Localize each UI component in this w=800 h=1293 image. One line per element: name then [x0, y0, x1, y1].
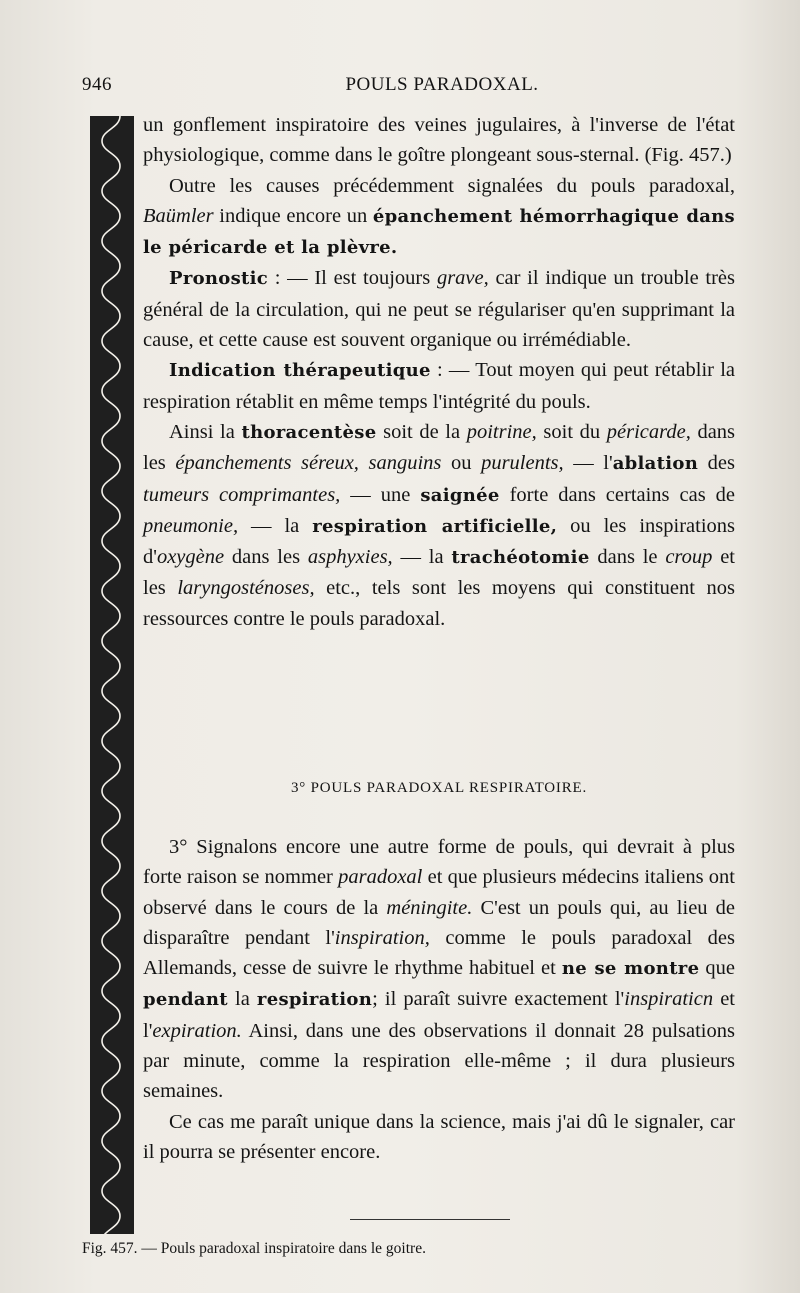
paragraph: Ainsi la thoracentèse soit de la poitrine, soit du péricarde, dans les épanchements séreux, sanguins ou purulents, — l'ablation des tumeurs comprimantes, — une saignée forte dans certains cas de pneumonie, — la respiration artificielle, ou les inspirations d'oxygène dans les asphyxies, — la trachéotomie dans le croup et les laryngosténoses, etc., tels sont les moyens qui constituent nos ressources contre le pouls paradoxal. [143, 420, 736, 630]
paragraph: un gonflement inspiratoire des veines jugulaires, à l'inverse de l'état physiologique, comme dans le goître plongeant sous-sternal. (Fig. 457.) [143, 114, 735, 167]
main-text-lower [143, 832, 735, 1167]
page-number: 946 [82, 74, 112, 95]
paragraph: Pronostic : — Il est toujours grave, car il indique un trouble très général de la circulation, qui ne peut se régulariser qu'en supprimant la cause, et cette cause est souvent organique ou irrémédiable. [143, 267, 735, 352]
paragraph: 3° Signalons encore une autre forme de pouls, qui devrait à plus forte raison se nommer paradoxal et que plusieurs médecins italiens ont observé dans le cours de la méningite. C'est un pouls qui, au lieu de disparaître pendant l'inspiration, comme le pouls paradoxal des Allemands, cesse de suivre le rhythme habituel et ne se montre que pendant la respiration; il paraît suivre exactement l'inspiraticn et l'expiration. Ainsi, dans une des observations il donnait 28 pulsations par minute, comme la respiration elle-même ; il dura plusieurs semaines. [143, 836, 736, 1103]
running-title: POULS PARADOXAL. [345, 74, 539, 95]
paragraph: Indication thérapeutique : — Tout moyen qui peut rétablir la respiration rétablit en même temps l'intégrité du pouls. [143, 359, 735, 413]
pulse-tracing-wave [90, 116, 134, 1234]
section-heading: 3° POULS PARADOXAL RESPIRATOIRE. [290, 780, 588, 796]
pulse-tracing-figure [90, 116, 134, 1234]
footnote-rule [350, 1219, 510, 1220]
page-header [82, 74, 742, 100]
paragraph: Ce cas me paraît unique dans la science, mais j'ai dû le signaler, car il pourra se présenter encore. [143, 1110, 735, 1163]
paragraph: Outre les causes précédemment signalées du pouls paradoxal, Baümler indique encore un épanchement hémorrhagique dans le péricarde et la plèvre. [143, 174, 735, 259]
main-text-upper [143, 110, 735, 634]
figure-caption: Fig. 457. — Pouls paradoxal inspiratoire dans le goitre. [82, 1240, 426, 1257]
